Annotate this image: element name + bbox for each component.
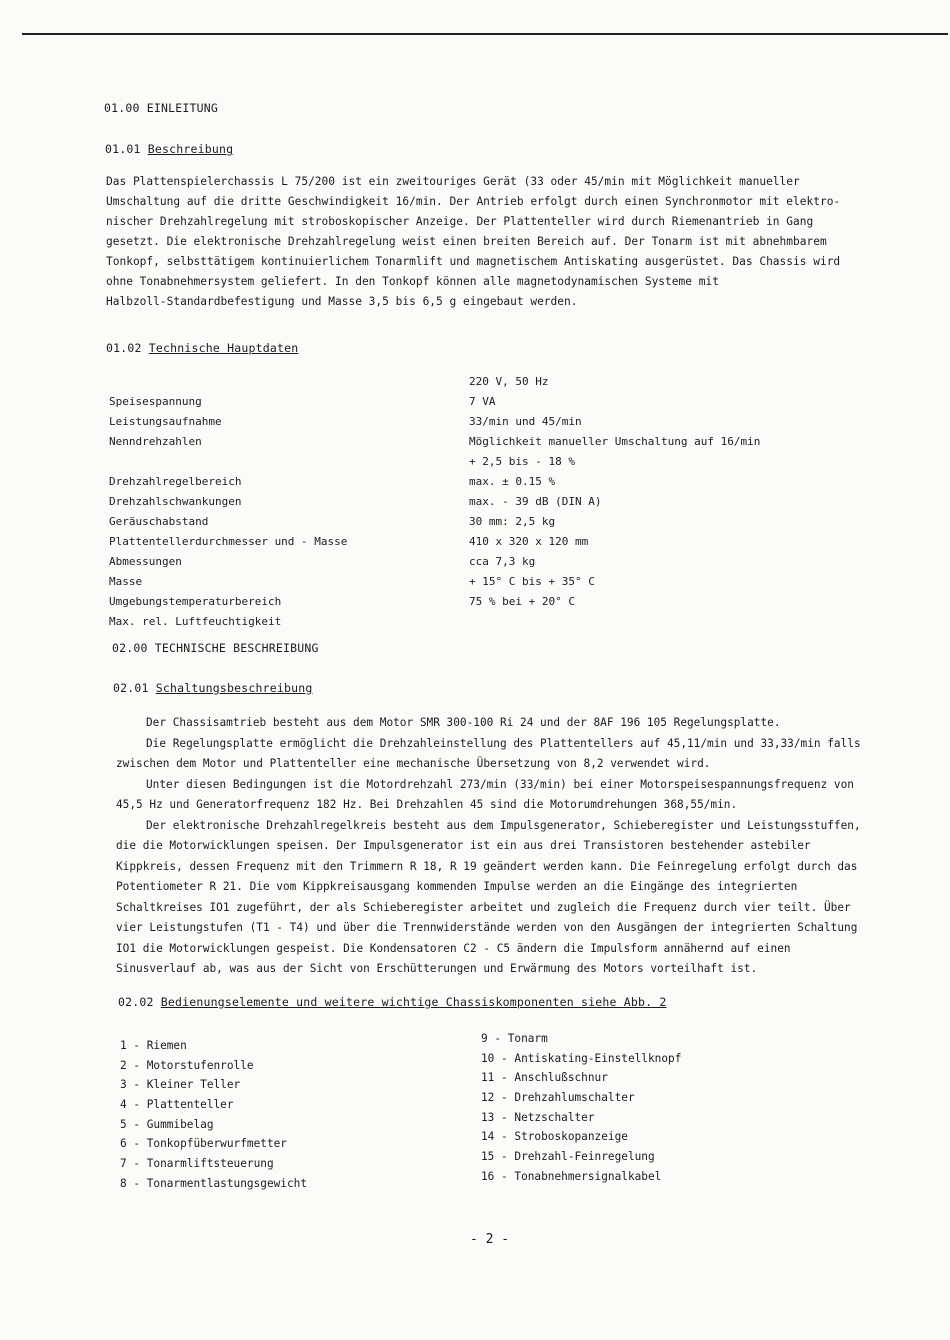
spec-row	[109, 372, 809, 392]
spec-value: 30 mm: 2,5 kg	[469, 515, 556, 528]
component-item: 6 - Tonkopfüberwurfmetter	[120, 1137, 287, 1151]
spec-label: Abmessungen	[109, 555, 182, 568]
spec-value: + 15° C bis + 35° C	[469, 575, 595, 588]
text-line: Tonkopf, selbsttätigem kontinuierlichem Tonarmlift und magnetischem Antiskating ausgerüstet. Das Chassis wird	[106, 255, 841, 268]
text-line: Der Chassisamtrieb besteht aus dem Motor SMR 300-100 Ri 24 und der 8AF 196 105 Regelungsplatte.	[146, 716, 781, 729]
circuit-description	[116, 713, 876, 980]
heading-schaltungsbeschreibung	[113, 681, 312, 695]
section-number: 02.01	[113, 681, 149, 695]
spec-value: max. - 39 dB (DIN A)	[469, 495, 602, 508]
section-title: Bedienungselemente und weitere wichtige Chassiskomponenten siehe Abb. 2	[160, 995, 667, 1009]
component-list-left	[120, 1036, 307, 1194]
spec-label: Umgebungstemperaturbereich	[109, 595, 282, 608]
spec-value: Möglichkeit manueller Umschaltung auf 16/min	[469, 435, 761, 448]
text-line: Die Regelungsplatte ermöglicht die Drehzahleinstellung des Plattentellers auf 45,11/min und 33,33/min falls	[146, 736, 861, 750]
text-line: Sinusverlauf ab, was aus der Sicht von Erschütterungen und Erwärmung des Motors vorteilhaft ist.	[116, 962, 758, 975]
section-title: Schaltungsbeschreibung	[155, 681, 313, 695]
text-line: ohne Tonabnehmersystem geliefert. In den Tonkopf können alle magnetodynamischen Systeme mit	[106, 275, 719, 288]
section-number: 01.02	[106, 341, 142, 355]
component-item: 5 - Gummibelag	[120, 1117, 214, 1131]
spec-row	[109, 452, 809, 472]
spec-label: Max. rel. Luftfeuchtigkeit	[109, 615, 282, 628]
spec-label: Plattentellerdurchmesser und - Masse	[109, 535, 348, 548]
text-line: IO1 die Motorwicklungen gespeist. Die Kondensatoren C2 - C5 ändern die Impulsform annähernd auf einen	[116, 941, 791, 955]
spec-value: 75 % bei + 20° C	[469, 595, 575, 608]
component-item: 13 - Netzschalter	[481, 1110, 595, 1124]
spec-row	[109, 592, 809, 612]
spec-value: 220 V, 50 Hz	[469, 375, 549, 388]
spec-row	[109, 492, 809, 512]
component-item: 3 - Kleiner Teller	[120, 1078, 241, 1092]
spec-value: cca 7,3 kg	[469, 555, 536, 568]
heading-beschreibung	[105, 142, 233, 156]
spec-row	[109, 572, 809, 592]
spec-row	[109, 512, 809, 532]
spec-value: 410 x 320 x 120 mm	[469, 535, 589, 548]
heading-technische-hauptdaten	[106, 341, 298, 355]
text-line: vier Leistungstufen (T1 - T4) und über die Trennwiderstände werden von den Ausgängen der integrierten Schaltung	[116, 921, 858, 934]
component-item: 8 - Tonarmentlastungsgewicht	[120, 1176, 308, 1190]
spec-label: Speisespannung	[109, 395, 202, 408]
component-item: 7 - Tonarmliftsteuerung	[120, 1157, 274, 1171]
spec-row	[109, 552, 809, 572]
section-title: Beschreibung	[147, 142, 234, 156]
text-line: Umschaltung auf die dritte Geschwindigkeit 16/min. Der Antrieb erfolgt durch einen Synchronmotor mit elektro-	[106, 195, 841, 208]
component-item: 15 - Drehzahl-Feinregelung	[481, 1150, 655, 1164]
text-line: Schaltkreises IO1 zugeführt, der als Schieberegister arbeitet und zugleich die Frequenz durch vier teilt. Über	[116, 900, 851, 914]
spec-row	[109, 392, 809, 412]
text-line: die die Motorwicklungen speisen. Der Impulsgenerator ist ein aus drei Transistoren bestehender astebiler	[116, 839, 811, 852]
spec-label: Masse	[109, 575, 143, 588]
spec-label: Drehzahlschwankungen	[109, 495, 242, 508]
section-number: 02.02	[118, 995, 154, 1009]
text-line: 45,5 Hz und Generatorfrequenz 182 Hz. Bei Drehzahlen 45 sind die Motorumdrehungen 368,55/min.	[116, 798, 738, 811]
component-item: 10 - Antiskating-Einstellknopf	[481, 1051, 682, 1065]
spec-value: + 2,5 bis - 18 %	[469, 455, 575, 468]
page-number: - 2 -	[470, 1232, 510, 1247]
text-line: Das Plattenspielerchassis L 75/200 ist ein zweitouriges Gerät (33 oder 45/min mit Möglichkeit manueller	[106, 175, 800, 188]
section-number: 01.01	[105, 142, 141, 156]
text-line: nischer Drehzahlregelung mit stroboskopischer Anzeige. Der Plattenteller wird durch Riemenantrieb in Gang	[106, 215, 814, 228]
heading-technische-beschreibung: 02.00 TECHNISCHE BESCHREIBUNG	[112, 641, 319, 655]
heading-einleitung: 01.00 EINLEITUNG	[104, 101, 218, 115]
spec-label: Geräuschabstand	[109, 515, 209, 528]
heading-bedienungselemente	[118, 995, 667, 1009]
top-rule	[22, 33, 948, 35]
spec-label: Drehzahlregelbereich	[109, 475, 242, 488]
text-line: Der elektronische Drehzahlregelkreis besteht aus dem Impulsgenerator, Schieberegister und Leistungsstuffen,	[146, 818, 861, 832]
spec-row	[109, 532, 809, 552]
section-title: Technische Hauptdaten	[148, 341, 299, 355]
spec-value: 7 VA	[469, 395, 496, 408]
text-line: gesetzt. Die elektronische Drehzahlregelung weist einen breiten Bereich auf. Der Tonarm ist mit abnehmbarem	[106, 235, 827, 248]
spec-value: 33/min und 45/min	[469, 415, 582, 428]
text-line: Kippkreis, dessen Frequenz mit den Trimmern R 18, R 19 geändert werden kann. Die Feinregelung erfolgt durch das	[116, 859, 858, 873]
component-item: 2 - Motorstufenrolle	[120, 1058, 254, 1072]
spec-label: Nenndrehzahlen	[109, 435, 202, 448]
text-line: Unter diesen Bedingungen ist die Motordrehzahl 273/min (33/min) bei einer Motorspeisespannungsfrequenz von	[146, 777, 854, 791]
component-item: 4 - Plattenteller	[120, 1098, 234, 1112]
component-item: 14 - Stroboskopanzeige	[481, 1130, 628, 1144]
component-item: 9 - Tonarm	[481, 1032, 548, 1045]
spec-label	[109, 452, 469, 472]
spec-label	[109, 372, 469, 392]
spec-label: Leistungsaufnahme	[109, 415, 222, 428]
spec-table	[109, 372, 809, 632]
spec-row	[109, 472, 809, 492]
text-line: zwischen dem Motor und Plattenteller eine mechanische Übersetzung von 8,2 verwendet wird.	[116, 757, 711, 770]
spec-value: max. ± 0.15 %	[469, 475, 556, 488]
component-list-right	[481, 1029, 681, 1187]
intro-paragraph	[106, 172, 841, 312]
component-item: 16 - Tonabnehmersignalkabel	[481, 1169, 662, 1183]
text-line: Potentiometer R 21. Die vom Kippkreisausgang kommenden Impulse werden an die Eingänge des integrierten	[116, 880, 798, 893]
component-item: 1 - Riemen	[120, 1039, 187, 1052]
text-line: Halbzoll-Standardbefestigung und Masse 3,5 bis 6,5 g eingebaut werden.	[106, 295, 578, 308]
component-item: 12 - Drehzahlumschalter	[481, 1091, 635, 1105]
spec-row	[109, 412, 809, 432]
spec-row	[109, 432, 809, 452]
component-item: 11 - Anschlußschnur	[481, 1071, 608, 1085]
spec-row	[109, 612, 809, 632]
